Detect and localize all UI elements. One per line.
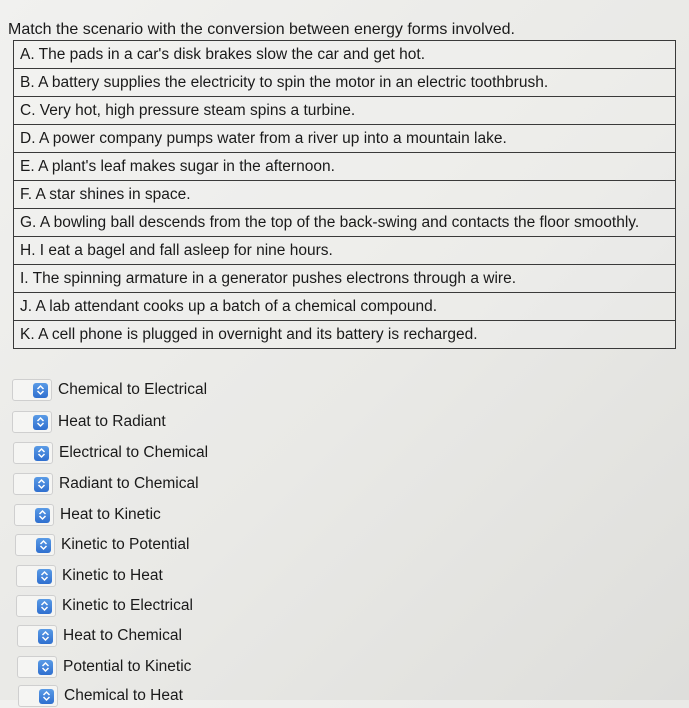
answer-option-7 — [16, 564, 163, 588]
answer-option-label: Heat to Kinetic — [60, 506, 161, 523]
answer-select-6[interactable] — [15, 534, 55, 556]
answer-option-8 — [16, 594, 193, 618]
answer-option-4 — [13, 472, 199, 496]
stepper-arrows-icon — [33, 415, 48, 430]
answer-option-11 — [18, 684, 183, 708]
stepper-arrows-icon — [38, 660, 53, 675]
answer-option-label: Radiant to Chemical — [59, 475, 199, 492]
answer-option-10 — [17, 655, 191, 679]
scenario-row-e: E. A plant's leaf makes sugar in the afternoon. — [14, 152, 676, 181]
answer-select-2[interactable] — [12, 411, 52, 433]
answer-option-2 — [12, 410, 166, 434]
answer-option-5 — [14, 503, 161, 527]
stepper-arrows-icon — [33, 383, 48, 398]
scenario-row-a: A. The pads in a car's disk brakes slow the car and get hot. — [14, 40, 676, 69]
answer-select-10[interactable] — [17, 656, 57, 678]
scenario-row-b: B. A battery supplies the electricity to spin the motor in an electric toothbrush. — [14, 68, 676, 97]
scenario-row-c: C. Very hot, high pressure steam spins a turbine. — [14, 96, 676, 125]
answer-option-label: Kinetic to Heat — [62, 567, 163, 584]
answer-option-label: Kinetic to Potential — [61, 536, 190, 553]
scenario-row-f: F. A star shines in space. — [14, 180, 676, 209]
answer-option-3 — [13, 441, 208, 465]
answer-option-label: Potential to Kinetic — [63, 658, 192, 675]
answer-option-label: Kinetic to Electrical — [62, 597, 193, 614]
stepper-arrows-icon — [36, 538, 51, 553]
scenario-row-h: H. I eat a bagel and fall asleep for nine hours. — [14, 236, 676, 265]
stepper-arrows-icon — [35, 508, 50, 523]
stepper-arrows-icon — [34, 477, 49, 492]
answer-select-9[interactable] — [17, 625, 57, 647]
answer-select-11[interactable] — [18, 685, 58, 707]
answer-option-label: Heat to Chemical — [63, 627, 182, 644]
answer-option-6 — [15, 533, 189, 557]
answer-option-label: Heat to Radiant — [58, 413, 166, 430]
answer-option-9 — [17, 624, 182, 648]
scenario-row-k: K. A cell phone is plugged in overnight and its battery is recharged. — [14, 320, 676, 349]
scenario-row-d: D. A power company pumps water from a river up into a mountain lake. — [14, 124, 676, 153]
scenario-row-g: G. A bowling ball descends from the top of the back-swing and contacts the floor smoothly. — [14, 208, 676, 237]
answer-option-label: Chemical to Electrical — [58, 381, 208, 398]
scenario-row-i: I. The spinning armature in a generator pushes electrons through a wire. — [14, 264, 676, 293]
answer-option-label: Electrical to Chemical — [59, 444, 209, 461]
stepper-arrows-icon — [38, 629, 53, 644]
answer-select-8[interactable] — [16, 595, 56, 617]
stepper-arrows-icon — [37, 599, 52, 614]
answer-option-1 — [12, 378, 207, 402]
answer-option-label: Chemical to Heat — [64, 687, 183, 704]
scenario-row-j: J. A lab attendant cooks up a batch of a chemical compound. — [14, 292, 676, 321]
answer-select-7[interactable] — [16, 565, 56, 587]
scenario-table — [13, 40, 676, 349]
stepper-arrows-icon — [37, 569, 52, 584]
answer-select-3[interactable] — [13, 442, 53, 464]
answer-select-4[interactable] — [13, 473, 53, 495]
answer-select-1[interactable] — [12, 379, 52, 401]
stepper-arrows-icon — [39, 689, 54, 704]
question-prompt: Match the scenario with the conversion between energy forms involved. — [8, 21, 515, 38]
answer-select-5[interactable] — [14, 504, 54, 526]
stepper-arrows-icon — [34, 446, 49, 461]
